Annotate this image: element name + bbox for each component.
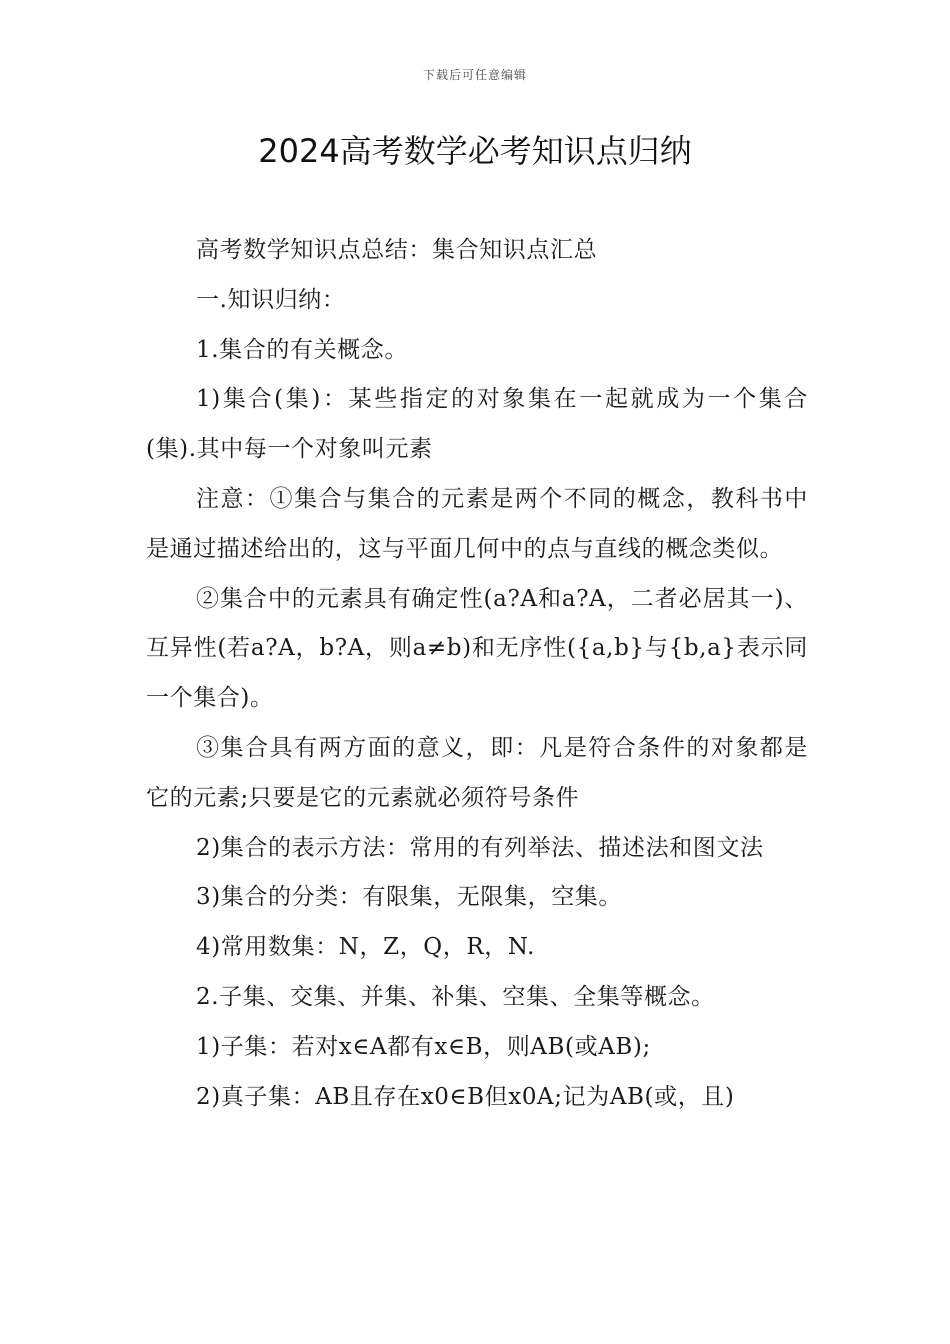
body-paragraph: 3)集合的分类：有限集，无限集，空集。 [196,884,623,911]
document-title: 2024高考数学必考知识点归纳 [258,132,692,170]
body-paragraph: ②集合中的元素具有确定性(a?A和a?A，二者必居其一)、互异性(若a?A，b?A，则a≠b)和无序性({a,b}与{b,a}表示同一个集合)。 [146,585,808,712]
body-paragraph: 1)集合(集)：某些指定的对象集在一起就成为一个集合(集).其中每一个对象叫元素 [146,386,808,463]
body-paragraph: 1)子集：若对x∈A都有x∈B，则AB(或AB); [196,1033,651,1060]
body-paragraph: 2)集合的表示方法：常用的有列举法、描述法和图文法 [196,834,764,861]
document-body [146,226,808,1122]
body-paragraph: 注意：①集合与集合的元素是两个不同的概念，教科书中是通过描述给出的，这与平面几何中的点与直线的概念类似。 [146,485,808,562]
numbered-heading: 1.集合的有关概念。 [196,336,408,363]
page-header-note: 下载后可任意编辑 [422,68,527,82]
numbered-heading: 2.子集、交集、并集、补集、空集、全集等概念。 [196,983,715,1010]
body-paragraph: 4)常用数集：N，Z，Q，R，N. [196,934,536,961]
section-heading: 高考数学知识点总结：集合知识点汇总 [196,237,598,263]
body-paragraph: 2)真子集：AB且存在x0∈B但x0A;记为AB(或，且) [196,1083,735,1110]
body-paragraph: ③集合具有两方面的意义，即：凡是符合条件的对象都是它的元素;只要是它的元素就必须符号条件 [146,734,808,811]
subsection-heading: 一.知识归纳： [196,286,346,313]
